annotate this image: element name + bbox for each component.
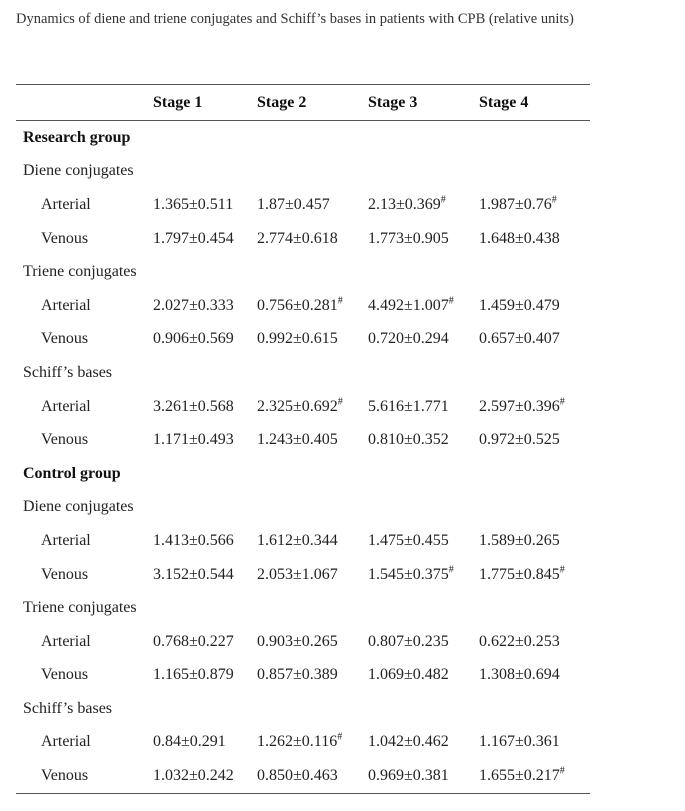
sample-label: Venous [41, 330, 89, 348]
value-cell-stage-2 [257, 759, 368, 793]
significance-mark: # [337, 396, 343, 408]
parameter-label: Triene conjugates [23, 599, 137, 617]
cell-value: 1.775±0.845 [479, 565, 560, 583]
table-row [16, 289, 590, 323]
parameter-row [16, 155, 590, 189]
empty-cell [479, 457, 590, 491]
empty-cell [257, 692, 368, 726]
value-cell-stage-3 [368, 524, 479, 558]
cell-value: 2.027±0.333 [153, 296, 234, 314]
parameter-label: Diene conjugates [23, 498, 134, 516]
empty-cell [479, 591, 590, 625]
value-cell-stage-4 [479, 726, 590, 760]
value-cell-stage-1 [153, 524, 257, 558]
cell-value: 0.972±0.525 [479, 431, 560, 449]
value-cell-stage-4 [479, 323, 590, 357]
value-cell-stage-1 [153, 222, 257, 256]
table-row [16, 726, 590, 760]
sample-label: Venous [41, 431, 89, 449]
cell-value: 1.167±0.361 [479, 733, 560, 751]
header-cell-blank [16, 85, 153, 121]
cell-value: 1.589±0.265 [479, 531, 560, 549]
parameter-row [16, 255, 590, 289]
header-stage-1: Stage 1 [153, 85, 257, 121]
table-row [16, 759, 590, 793]
cell-value: 5.616±1.771 [368, 397, 449, 415]
cell-value: 1.243±0.405 [257, 431, 338, 449]
cell-value: 0.622±0.253 [479, 632, 560, 650]
value-cell-stage-2 [257, 558, 368, 592]
empty-cell [368, 356, 479, 390]
value-cell-stage-3 [368, 222, 479, 256]
value-cell-stage-1 [153, 759, 257, 793]
cell-value: 1.475±0.455 [368, 531, 449, 549]
value-cell-stage-1 [153, 188, 257, 222]
empty-cell [479, 491, 590, 525]
value-cell-stage-3 [368, 390, 479, 424]
significance-mark: # [559, 765, 565, 777]
cell-value: 0.768±0.227 [153, 632, 234, 650]
sample-label: Arterial [41, 296, 91, 314]
cell-value: 1.773±0.905 [368, 229, 449, 247]
significance-mark: # [440, 194, 446, 206]
group-label: Research group [23, 128, 131, 146]
value-cell-stage-1 [153, 289, 257, 323]
cell-value: 0.84±0.291 [153, 733, 226, 751]
value-cell-stage-4 [479, 524, 590, 558]
value-cell-stage-3 [368, 323, 479, 357]
empty-cell [153, 255, 257, 289]
value-cell-stage-4 [479, 625, 590, 659]
table-row [16, 558, 590, 592]
value-cell-stage-2 [257, 390, 368, 424]
parameter-label: Schiff’s bases [23, 699, 113, 717]
header-stage-2: Stage 2 [257, 85, 368, 121]
empty-cell [153, 491, 257, 525]
cell-value: 1.032±0.242 [153, 767, 234, 785]
empty-cell [153, 121, 257, 155]
value-cell-stage-3 [368, 188, 479, 222]
value-cell-stage-1 [153, 625, 257, 659]
value-cell-stage-4 [479, 390, 590, 424]
cell-value: 2.13±0.369 [368, 195, 441, 213]
empty-cell [153, 356, 257, 390]
cell-value: 3.152±0.544 [153, 565, 234, 583]
significance-mark: # [559, 564, 565, 576]
group-header-row [16, 121, 590, 155]
empty-cell [153, 692, 257, 726]
value-cell-stage-4 [479, 188, 590, 222]
cell-value: 1.987±0.76 [479, 195, 552, 213]
cell-value: 1.171±0.493 [153, 431, 234, 449]
table-row [16, 625, 590, 659]
cell-value: 2.597±0.396 [479, 397, 560, 415]
empty-cell [153, 591, 257, 625]
value-cell-stage-4 [479, 222, 590, 256]
cell-value: 1.87±0.457 [257, 195, 330, 213]
sample-label: Venous [41, 666, 89, 684]
value-cell-stage-2 [257, 323, 368, 357]
parameter-row [16, 356, 590, 390]
empty-cell [368, 121, 479, 155]
value-cell-stage-1 [153, 726, 257, 760]
value-cell-stage-3 [368, 726, 479, 760]
value-cell-stage-4 [479, 659, 590, 693]
cell-value: 2.325±0.692 [257, 397, 338, 415]
empty-cell [368, 255, 479, 289]
value-cell-stage-1 [153, 423, 257, 457]
cell-value: 1.262±0.116 [257, 733, 338, 751]
cell-value: 0.969±0.381 [368, 767, 449, 785]
sample-label: Venous [41, 565, 89, 583]
value-cell-stage-2 [257, 289, 368, 323]
value-cell-stage-1 [153, 558, 257, 592]
sample-label: Venous [41, 229, 89, 247]
value-cell-stage-2 [257, 625, 368, 659]
value-cell-stage-3 [368, 659, 479, 693]
cell-value: 1.648±0.438 [479, 229, 560, 247]
cell-value: 0.657±0.407 [479, 330, 560, 348]
empty-cell [368, 155, 479, 189]
data-table [16, 84, 590, 794]
header-stage-3: Stage 3 [368, 85, 479, 121]
table-row [16, 423, 590, 457]
empty-cell [479, 692, 590, 726]
empty-cell [153, 457, 257, 491]
empty-cell [257, 491, 368, 525]
cell-value: 0.857±0.389 [257, 666, 338, 684]
empty-cell [479, 155, 590, 189]
table-row [16, 323, 590, 357]
cell-value: 0.903±0.265 [257, 632, 338, 650]
value-cell-stage-3 [368, 625, 479, 659]
sample-label: Arterial [41, 195, 91, 213]
parameter-label: Diene conjugates [23, 162, 134, 180]
value-cell-stage-4 [479, 423, 590, 457]
empty-cell [368, 491, 479, 525]
table-body [16, 121, 590, 794]
cell-value: 0.906±0.569 [153, 330, 234, 348]
significance-mark: # [448, 564, 454, 576]
cell-value: 1.459±0.479 [479, 296, 560, 314]
cell-value: 1.612±0.344 [257, 531, 338, 549]
value-cell-stage-3 [368, 759, 479, 793]
empty-cell [257, 255, 368, 289]
value-cell-stage-1 [153, 323, 257, 357]
empty-cell [479, 255, 590, 289]
header-row [16, 85, 590, 121]
value-cell-stage-3 [368, 558, 479, 592]
parameter-label: Schiff’s bases [23, 363, 113, 381]
cell-value: 1.069±0.482 [368, 666, 449, 684]
cell-value: 2.774±0.618 [257, 229, 338, 247]
empty-cell [257, 121, 368, 155]
cell-value: 0.850±0.463 [257, 767, 338, 785]
table-row [16, 659, 590, 693]
cell-value: 1.042±0.462 [368, 733, 449, 751]
sample-label: Arterial [41, 397, 91, 415]
cell-value: 1.308±0.694 [479, 666, 560, 684]
cell-value: 3.261±0.568 [153, 397, 234, 415]
cell-value: 1.365±0.511 [153, 195, 234, 213]
value-cell-stage-2 [257, 222, 368, 256]
value-cell-stage-4 [479, 289, 590, 323]
empty-cell [257, 356, 368, 390]
cell-value: 2.053±1.067 [257, 565, 338, 583]
cell-value: 0.720±0.294 [368, 330, 449, 348]
table-row [16, 188, 590, 222]
table-caption: Dynamics of diene and triene conjugates and Schiff’s bases in patients with CPB (relative units) [16, 11, 574, 27]
cell-value: 1.165±0.879 [153, 666, 234, 684]
empty-cell [479, 356, 590, 390]
parameter-row [16, 491, 590, 525]
cell-value: 0.992±0.615 [257, 330, 338, 348]
value-cell-stage-1 [153, 390, 257, 424]
parameter-row [16, 591, 590, 625]
significance-mark: # [337, 295, 343, 307]
cell-value: 1.545±0.375 [368, 565, 449, 583]
data-table-container [16, 84, 590, 794]
value-cell-stage-2 [257, 188, 368, 222]
table-row [16, 222, 590, 256]
parameter-label: Triene conjugates [23, 263, 137, 281]
sample-label: Arterial [41, 632, 91, 650]
cell-value: 0.756±0.281 [257, 296, 338, 314]
header-stage-4: Stage 4 [479, 85, 590, 121]
cell-value: 1.413±0.566 [153, 531, 234, 549]
empty-cell [368, 591, 479, 625]
cell-value: 0.807±0.235 [368, 632, 449, 650]
value-cell-stage-3 [368, 423, 479, 457]
significance-mark: # [448, 295, 454, 307]
value-cell-stage-3 [368, 289, 479, 323]
value-cell-stage-2 [257, 423, 368, 457]
value-cell-stage-2 [257, 524, 368, 558]
cell-value: 4.492±1.007 [368, 296, 449, 314]
significance-mark: # [559, 396, 565, 408]
group-label: Control group [23, 464, 121, 482]
value-cell-stage-2 [257, 659, 368, 693]
value-cell-stage-4 [479, 759, 590, 793]
cell-value: 0.810±0.352 [368, 431, 449, 449]
cell-value: 1.655±0.217 [479, 767, 560, 785]
value-cell-stage-1 [153, 659, 257, 693]
empty-cell [368, 692, 479, 726]
sample-label: Arterial [41, 531, 91, 549]
group-header-row [16, 457, 590, 491]
value-cell-stage-4 [479, 558, 590, 592]
empty-cell [368, 457, 479, 491]
parameter-row [16, 692, 590, 726]
empty-cell [153, 155, 257, 189]
empty-cell [257, 457, 368, 491]
significance-mark: # [551, 194, 557, 206]
sample-label: Venous [16, 759, 153, 793]
sample-label: Arterial [41, 733, 91, 751]
value-cell-stage-2 [257, 726, 368, 760]
empty-cell [257, 155, 368, 189]
significance-mark: # [337, 732, 343, 744]
empty-cell [257, 591, 368, 625]
cell-value: 1.797±0.454 [153, 229, 234, 247]
table-row [16, 524, 590, 558]
table-row [16, 390, 590, 424]
empty-cell [479, 121, 590, 155]
